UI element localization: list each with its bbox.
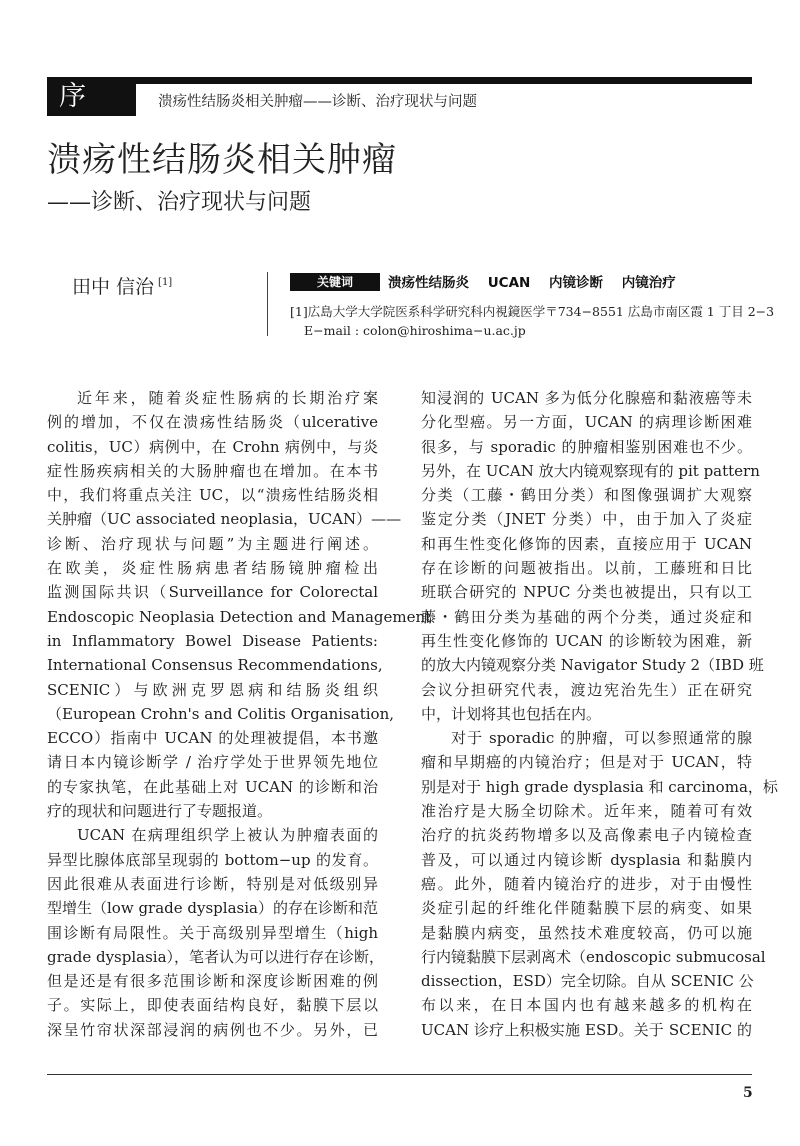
text-line: 瘤和早期癌的内镜治疗；但是对于 UCAN，特 — [421, 753, 752, 772]
paragraph — [47, 386, 432, 823]
text-line: 鉴定分类（JNET 分类）中，由于加入了炎症 — [421, 510, 752, 529]
keyword: 内镜诊断 — [549, 275, 604, 291]
text-line: 班联合研究的 NPUC 分类也被提出，只有以工 — [421, 583, 752, 602]
text-line: dissection，ESD）完全切除。自从 SCENIC 公 — [421, 972, 754, 991]
text-line: 的放大内镜观察分类 Navigator Study 2（IBD 班 — [421, 656, 764, 675]
text-line: 在欧美，炎症性肠病患者结肠镜肿瘤检出 — [47, 559, 378, 578]
text-line: 深呈竹帘状深部浸润的病例也不少。另外，已 — [47, 1020, 378, 1039]
keywords-list — [388, 271, 690, 291]
text-line: 分化型癌。另一方面，UCAN 的病理诊断困难 — [421, 413, 752, 432]
text-line: 关肿瘤（UC associated neoplasia，UCAN）—— — [47, 510, 402, 529]
text-line: 布以来，在日本国内也有越来越多的机构在 — [421, 996, 752, 1015]
affiliation: [1]広島大学大学院医系科学研究科内視鏡医学〒734−8551 広島市南区霞 1 丁目 2−3 — [290, 304, 775, 319]
text-line: 再生性变化修饰的 UCAN 的诊断较为困难，新 — [421, 631, 752, 650]
text-line: 行内镜黏膜下层剥离术（endoscopic submucosal — [421, 947, 766, 966]
paragraph — [47, 823, 385, 1042]
text-line: colitis，UC）病例中，在 Crohn 病例中，与炎 — [47, 437, 378, 456]
page-number: 5 — [743, 1085, 753, 1101]
body-column-left — [47, 386, 432, 1042]
footer-rule — [47, 1074, 752, 1075]
text-line: 诊断、治疗现状与问题”为主题进行阐述。 — [47, 534, 378, 553]
text-line: SCENIC）与欧洲克罗恩病和结肠炎组织 — [47, 680, 378, 699]
text-line: 型增生（low grade dysplasia）的存在诊断和范 — [47, 899, 378, 918]
text-line: 例的增加，不仅在溃疡性结肠炎（ulcerative — [47, 413, 378, 432]
text-line: 和再生性变化修饰的因素，直接应用于 UCAN — [421, 534, 752, 553]
paragraph — [421, 386, 764, 726]
affiliation-block — [290, 302, 774, 340]
text-line: International Consensus Recommendations, — [47, 656, 383, 675]
keyword: UCAN — [487, 275, 531, 291]
text-line: 对于 sporadic 的肿瘤，可以参照通常的腺 — [451, 729, 752, 748]
article-title: 溃疡性结肠炎相关肿瘤 — [47, 140, 397, 180]
text-line: Endoscopic Neoplasia Detection and Management — [47, 607, 432, 626]
text-line: 中，我们将重点关注 UC，以“溃疡性结肠炎相 — [47, 486, 378, 505]
text-line: 治疗的抗炎药物增多以及高像素电子内镜检查 — [421, 826, 752, 845]
body-column-right — [421, 386, 778, 1042]
text-line: 另外，在 UCAN 放大内镜观察现有的 pit pattern — [421, 461, 760, 480]
text-line: 因此很难从表面进行诊断，特别是对低级别异 — [47, 874, 378, 893]
section-label: 序 — [47, 77, 136, 116]
keyword: 溃疡性结肠炎 — [388, 275, 469, 291]
text-line: UCAN 在病理组织学上被认为肿瘤表面的 — [77, 826, 378, 845]
text-line: 会议分担研究代表，渡边宪治先生）正在研究 — [421, 680, 752, 699]
text-line: 异型比腺体底部呈现弱的 bottom−up 的发育。 — [47, 850, 378, 869]
article-subtitle: ——诊断、治疗现状与问题 — [47, 190, 312, 215]
author-name: 田中 信治 — [72, 276, 155, 298]
text-line: UCAN 诊疗上积极实施 ESD。关于 SCENIC 的 — [421, 1020, 752, 1039]
text-line: 别是对于 high grade dysplasia 和 carcinoma，标 — [421, 777, 778, 796]
text-line: 存在诊断的问题被指出。以前，工藤班和日比 — [421, 559, 752, 578]
text-line: grade dysplasia），笔者认为可以进行存在诊断， — [47, 947, 385, 966]
text-line: 是黏膜内病变，虽然技术难度较高，仍可以施 — [421, 923, 752, 942]
paragraph — [421, 726, 778, 1042]
text-line: 藤・鹤田分类为基础的两个分类，通过炎症和 — [421, 607, 752, 626]
text-line: 请日本内镜诊断学 / 治疗学处于世界领先地位 — [47, 753, 378, 772]
author-ref: [1] — [158, 277, 173, 288]
divider — [267, 272, 268, 336]
text-line: 很多，与 sporadic 的肿瘤相鉴别困难也不少。 — [421, 437, 752, 456]
text-line: 的专家执笔，在此基础上对 UCAN 的诊断和治 — [47, 777, 378, 796]
text-line: 准治疗是大肠全切除术。近年来，随着可有效 — [421, 802, 752, 821]
text-line: 症性肠疾病相关的大肠肿瘤也在增加。在本书 — [47, 461, 378, 480]
text-line: 普及，可以通过内镜诊断 dysplasia 和黏膜内 — [421, 850, 752, 869]
text-line: 疗的现状和问题进行了专题报道。 — [47, 802, 273, 821]
email: E−mail : colon@hiroshima−u.ac.jp — [304, 323, 526, 338]
text-line: in Inflammatory Bowel Disease Patients: — [47, 631, 378, 650]
keyword: 内镜治疗 — [621, 275, 676, 291]
text-line: 癌。此外，随着内镜治疗的进步，对于由慢性 — [421, 874, 752, 893]
text-line: 近年来，随着炎症性肠病的长期治疗案 — [77, 389, 378, 407]
text-line: 监测国际共识（Surveillance for Colorectal — [47, 583, 378, 602]
text-line: 围诊断有局限性。关于高级别异型增生（high — [47, 923, 378, 942]
running-title: 溃疡性结肠炎相关肿瘤——诊断、治疗现状与问题 — [158, 94, 477, 110]
text-line: 中，计划将其也包括在内。 — [421, 704, 602, 723]
text-line: 分类（工藤・鹤田分类）和图像强调扩大观察 — [421, 486, 752, 505]
text-line: 炎症引起的纤维化伴随黏膜下层的病变、如果 — [421, 899, 752, 918]
text-line: （European Crohn's and Colitis Organisation, — [47, 704, 395, 723]
text-line: 知浸润的 UCAN 多为低分化腺癌和黏液癌等未 — [421, 389, 752, 407]
text-line: 子。实际上，即使表面结构良好，黏膜下层以 — [47, 996, 378, 1015]
keywords-label: 关键词 — [290, 273, 380, 291]
text-line: ECCO）指南中 UCAN 的处理被提倡，本书邀 — [47, 729, 378, 748]
header-rule — [47, 77, 752, 84]
text-line: 但是还是有很多范围诊断和深度诊断困难的例 — [47, 972, 378, 991]
author — [72, 272, 172, 299]
